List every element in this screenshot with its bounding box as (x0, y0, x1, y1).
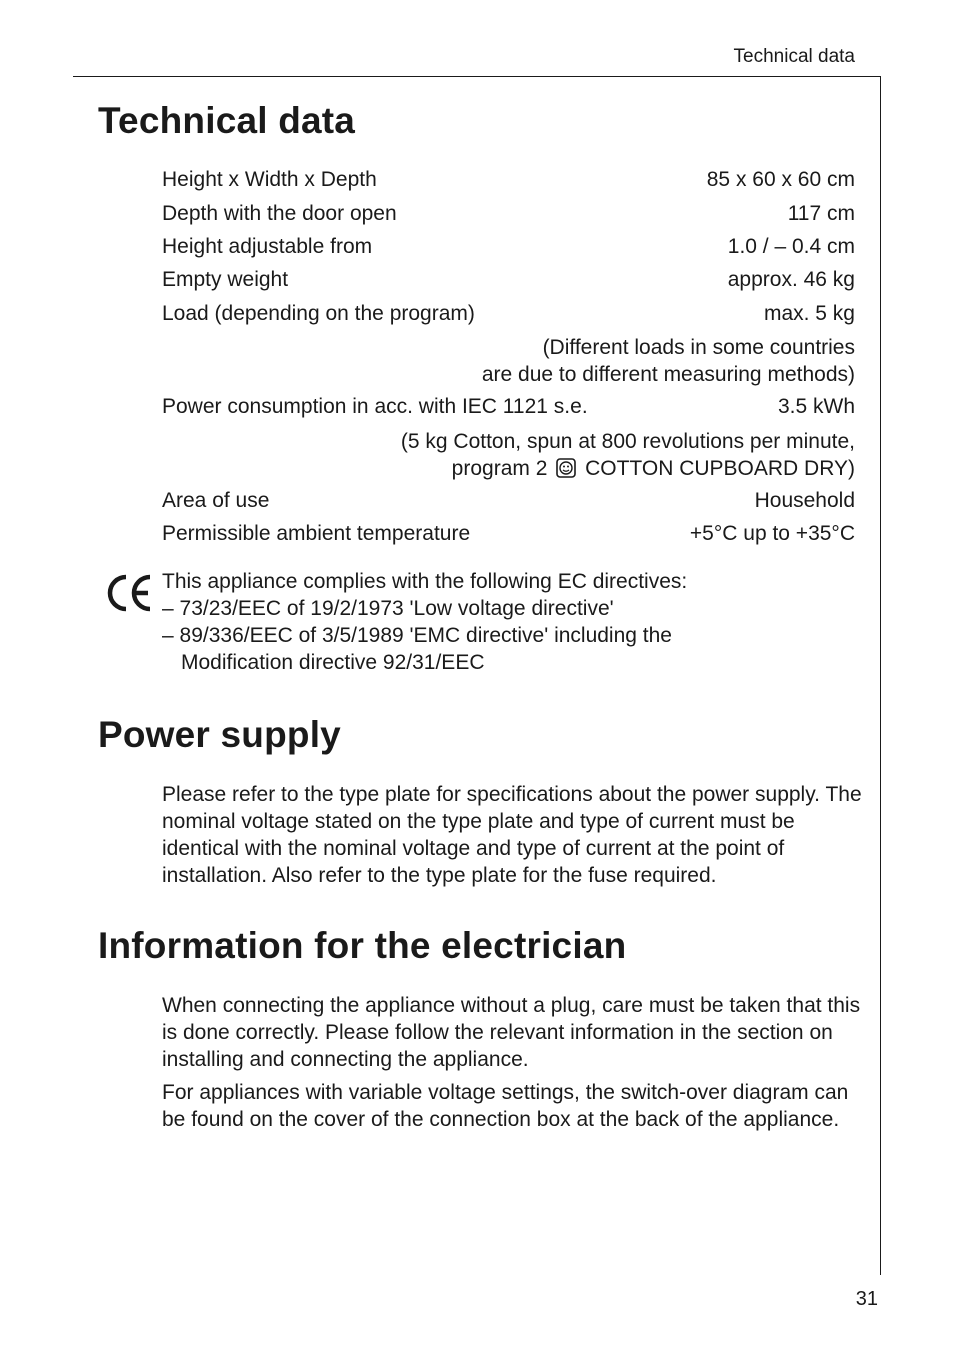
spec-value: 117 cm (787, 202, 855, 225)
header-rule (73, 76, 881, 77)
page-number: 31 (855, 1288, 878, 1310)
ce-directive-item: – 73/23/EEC of 19/2/1973 'Low voltage directive' (162, 597, 614, 620)
ce-intro: This appliance complies with the following EC directives: (162, 570, 688, 593)
spec-value: 1.0 / – 0.4 cm (727, 235, 855, 258)
power-note-line: (5 kg Cotton, spun at 800 revolutions per minute, (400, 430, 855, 453)
spec-value: approx. 46 kg (727, 268, 855, 291)
timer-face-icon (556, 458, 576, 478)
spec-row-door-depth (162, 199, 855, 229)
spec-label: Empty weight (162, 268, 289, 291)
electrician-para-2: For appliances with variable voltage settings, the switch-over diagram can be found on the cover of the connection box at the back of the appliance. (162, 1081, 849, 1131)
power-note-line (401, 455, 855, 482)
spec-value: Household (754, 489, 855, 512)
power-note (401, 428, 855, 482)
running-header: Technical data (733, 46, 855, 67)
spec-label: Load (depending on the program) (162, 302, 475, 325)
electrician-para-1: When connecting the appliance without a plug, care must be taken that this is done correctly. Please follow the relevant information in the section on installing and connecting the appliance. (162, 994, 861, 1071)
load-note-line: are due to different measuring methods) (481, 363, 855, 386)
technical-data-heading: Technical data (98, 100, 356, 141)
ce-directive-item: – 89/336/EEC of 3/5/1989 'EMC directive' including the Modification directive 92/31/EEC (162, 624, 672, 674)
spec-label: Power consumption in acc. with IEC 1121 s.e. (162, 395, 588, 418)
load-note (482, 334, 855, 388)
spec-row-dimensions (162, 165, 855, 195)
spec-row-power-consumption (162, 392, 855, 422)
power-supply-text: Please refer to the type plate for specifications about the power supply. The nominal voltage stated on the type plate and type of current must be identical with the nominal voltage and type of current at the point of installation. Also refer to the type plate for the fuse required. (162, 783, 862, 887)
spec-value: 85 x 60 x 60 cm (706, 168, 855, 191)
spec-row-height-adjust (162, 232, 855, 262)
spec-row-ambient-temperature (162, 519, 855, 549)
spec-label: Height x Width x Depth (162, 168, 377, 191)
spec-label: Area of use (162, 489, 270, 512)
spec-value: max. 5 kg (763, 302, 855, 325)
power-supply-heading: Power supply (98, 714, 341, 755)
program-label: program 2 (451, 457, 548, 480)
spec-value: 3.5 kWh (777, 395, 855, 418)
spec-label: Permissible ambient temperature (162, 522, 471, 545)
program-name: COTTON CUPBOARD DRY) (585, 457, 855, 480)
ce-mark-icon (104, 571, 154, 615)
spec-row-empty-weight (162, 265, 855, 295)
spec-label: Height adjustable from (162, 235, 373, 258)
spec-value: +5°C up to +35°C (689, 522, 855, 545)
spec-row-area-of-use (162, 486, 855, 516)
margin-rule (880, 76, 881, 1275)
ce-compliance (162, 568, 862, 676)
load-note-line: (Different loads in some countries (542, 336, 855, 359)
spec-row-load (162, 299, 855, 329)
electrician-heading: Information for the electrician (98, 925, 627, 966)
spec-label: Depth with the door open (162, 202, 397, 225)
